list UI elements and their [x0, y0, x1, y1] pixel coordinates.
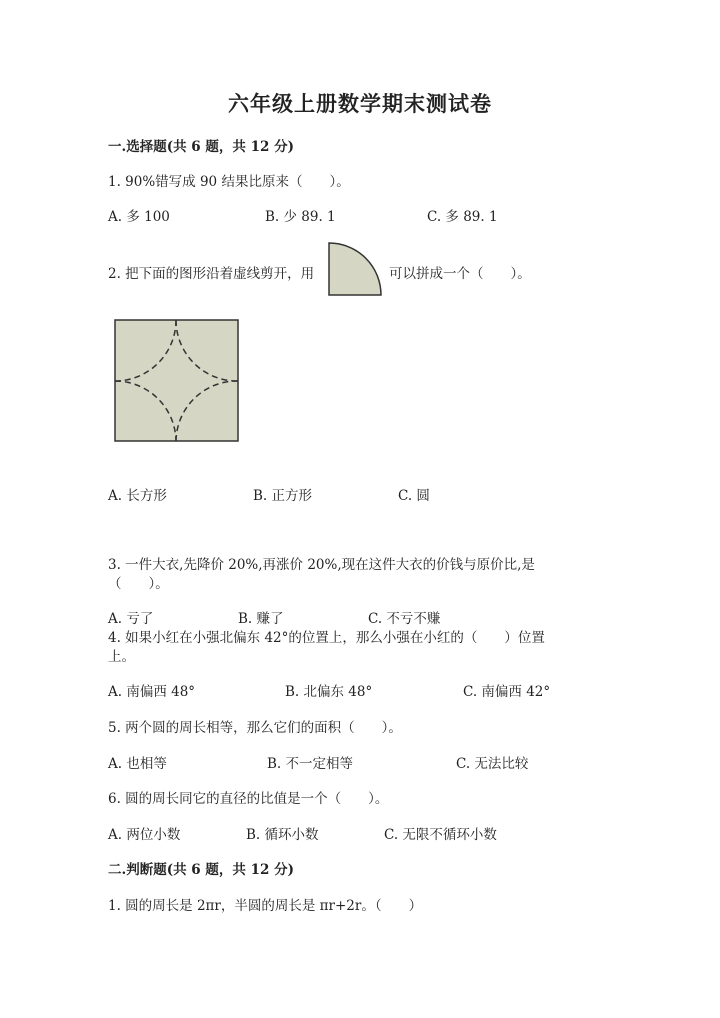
page-title: 六年级上册数学期末测试卷	[228, 91, 492, 116]
question-4-option-c: C. 南偏西 42°	[463, 684, 551, 700]
question-5-option-c: C. 无法比较	[456, 756, 529, 772]
question-3-option-b: B. 赚了	[238, 611, 284, 627]
question-1-option-b: B. 少 89. 1	[265, 209, 336, 225]
question-2-text-before: 2. 把下面的图形沿着虚线剪开，用	[108, 266, 315, 282]
question-3-option-c: C. 不亏不赚	[368, 611, 441, 627]
question-1-text: 1. 90%错写成 90 结果比原来（ ）。	[108, 174, 350, 190]
question-4-option-a: A. 南偏西 48°	[108, 684, 196, 700]
question-4-option-b: B. 北偏东 48°	[285, 684, 373, 700]
question-4-line-1: 4. 如果小红在小强北偏东 42°的位置上，那么小强在小红的（ ）位置	[108, 630, 545, 646]
question-1-option-c: C. 多 89. 1	[427, 209, 498, 225]
question-2-text-after: 可以拼成一个（ ）。	[389, 266, 531, 282]
question-2-option-b: B. 正方形	[253, 488, 313, 504]
question-3-line-2: （ ）。	[108, 576, 169, 592]
question-6-text: 6. 圆的周长同它的直径的比值是一个（ ）。	[108, 791, 389, 807]
section-2-heading: 二.判断题(共 6 题，共 12 分)	[108, 862, 294, 878]
judgement-1-text: 1. 圆的周长是 2πr，半圆的周长是 πr+2r。（ ）	[108, 898, 423, 914]
section-1-heading: 一.选择题(共 6 题，共 12 分)	[108, 139, 294, 155]
question-3-option-a: A. 亏了	[108, 611, 154, 627]
question-2-option-a: A. 长方形	[108, 488, 167, 504]
question-2-option-c: C. 圆	[398, 488, 430, 504]
question-5-option-a: A. 也相等	[108, 756, 167, 772]
question-6-option-a: A. 两位小数	[108, 827, 181, 843]
question-5-text: 5. 两个圆的周长相等，那么它们的面积（ ）。	[108, 720, 402, 736]
question-3-line-1: 3. 一件大衣,先降价 20%,再涨价 20%,现在这件大衣的价钱与原价比,是	[108, 557, 535, 573]
question-4-line-2: 上。	[108, 649, 135, 665]
question-5-option-b: B. 不一定相等	[267, 756, 354, 772]
question-1-option-a: A. 多 100	[108, 209, 170, 225]
square-dashed-arcs-figure	[113, 318, 241, 444]
question-6-option-c: C. 无限不循环小数	[384, 827, 497, 843]
quarter-circle-figure	[326, 240, 386, 298]
question-6-option-b: B. 循环小数	[246, 827, 319, 843]
